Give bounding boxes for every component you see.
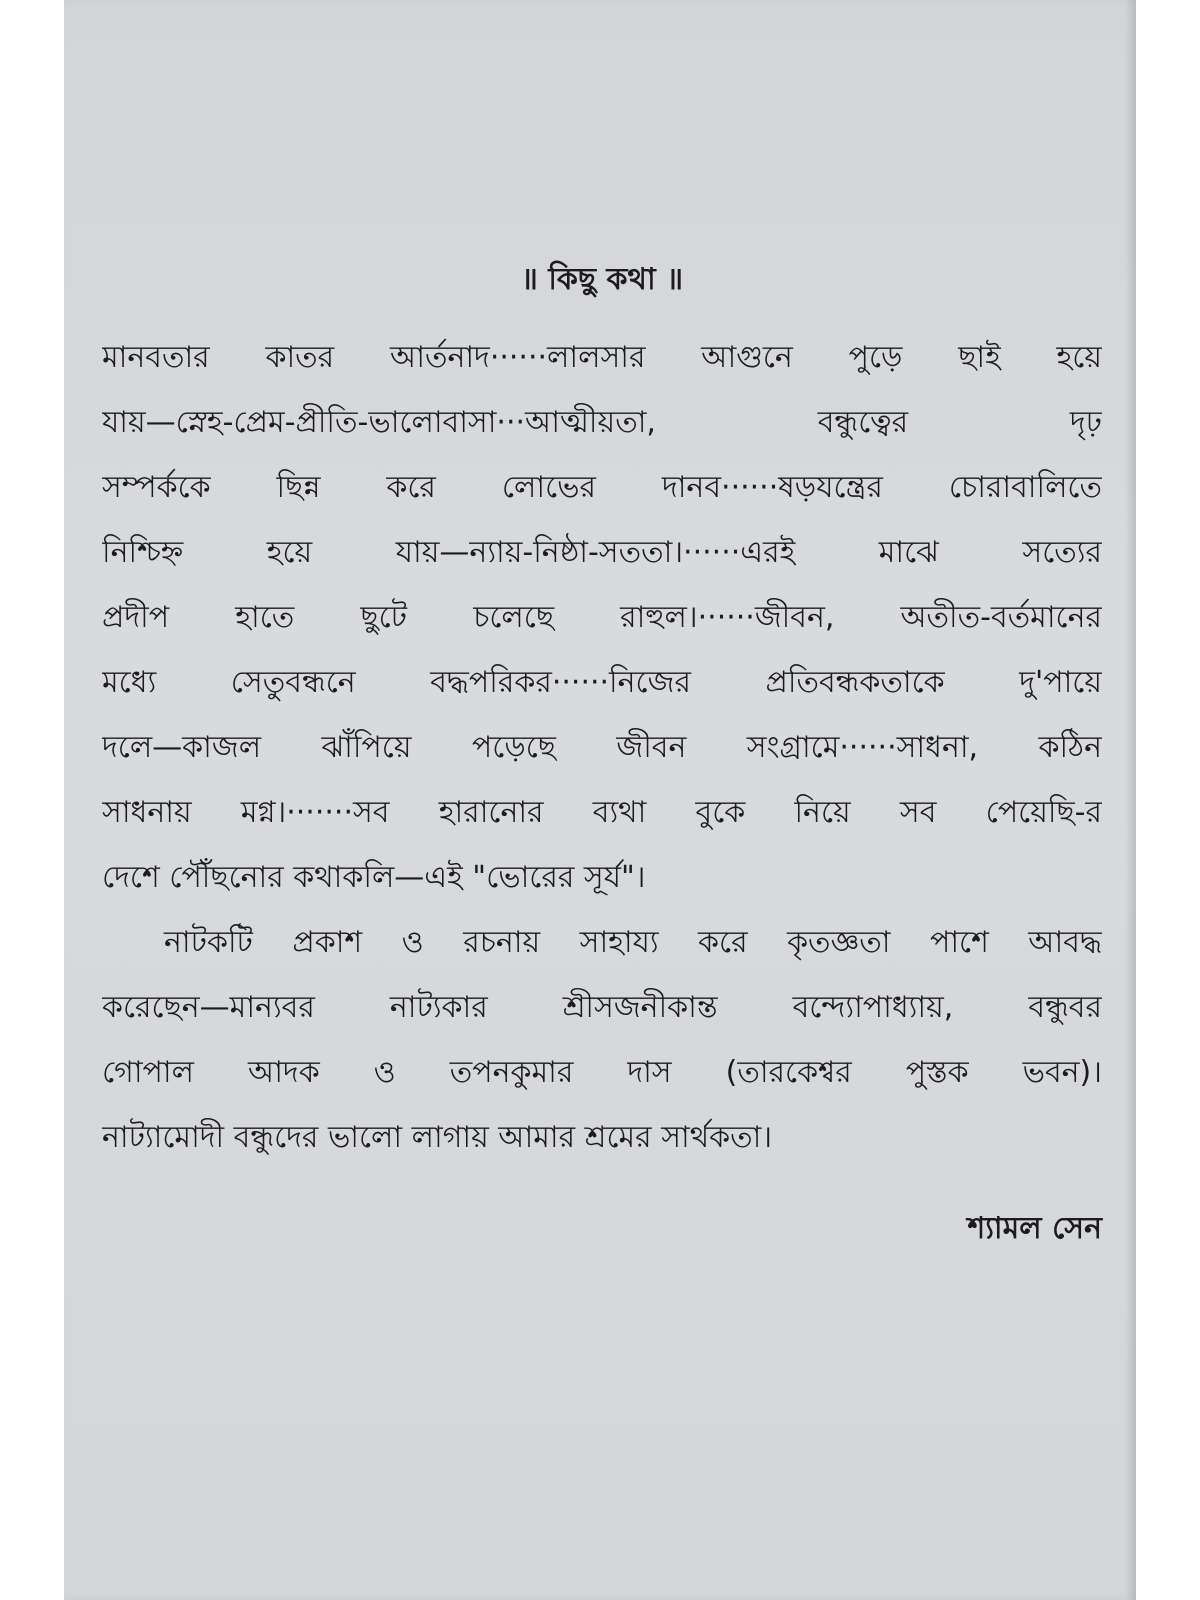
text-line: সম্পর্ককে ছিন্ন করে লোভের দানব······ষড়যন্ত্রের চোরাবালিতে	[102, 470, 1102, 505]
text-line: দলে—কাজল ঝাঁপিয়ে পড়েছে জীবন সংগ্রামে······সাধনা, কঠিন	[102, 730, 1102, 765]
text-line: করেছেন—মান্যবর নাট্যকার শ্রীসজনীকান্ত বন্দ্যোপাধ্যায়, বন্ধুবর	[102, 990, 1102, 1025]
text-line: প্রদীপ হাতে ছুটে চলেছে রাহুল।······জীবন, অতীত-বর্তমানের	[102, 600, 1102, 635]
page-title: ॥ কিছু কথা ॥	[520, 262, 684, 297]
text-line: নাটকটি প্রকাশ ও রচনায় সাহায্য করে কৃতজ্ঞতা পাশে আবদ্ধ	[164, 925, 1102, 960]
preface-paragraph-1	[102, 325, 1102, 910]
text-line: সাধনায় মগ্ন।·······সব হারানোর ব্যথা বুকে নিয়ে সব পেয়েছি-র	[102, 795, 1102, 830]
book-page	[64, 0, 1136, 1600]
preface-paragraph-2	[102, 910, 1102, 1170]
text-line: যায়—স্নেহ-প্রেম-প্রীতি-ভালোবাসা···আত্মীয়তা, বন্ধুত্বের দৃঢ়	[102, 405, 1102, 440]
author-signature: শ্যামল সেন	[967, 1211, 1102, 1246]
text-line: নিশ্চিহ্ন হয়ে যায়—ন্যায়-নিষ্ঠা-সততা।······এরই মাঝে সত্যের	[102, 535, 1102, 570]
text-line: নাট্যামোদী বন্ধুদের ভালো লাগায় আমার শ্রমের সার্থকতা।	[102, 1120, 773, 1155]
text-line: দেশে পৌঁছনোর কথাকলি—এই "ভোরের সূর্য"।	[102, 860, 646, 895]
preface-text-block	[102, 255, 1102, 1274]
text-line: মধ্যে সেতুবন্ধনে বদ্ধপরিকর······নিজের প্রতিবন্ধকতাকে দু'পায়ে	[102, 665, 1102, 700]
text-line: মানবতার কাতর আর্তনাদ······লালসার আগুনে পুড়ে ছাই হয়ে	[102, 340, 1102, 375]
text-line: গোপাল আদক ও তপনকুমার দাস (তারকেশ্বর পুস্তক ভবন)।	[102, 1055, 1102, 1090]
